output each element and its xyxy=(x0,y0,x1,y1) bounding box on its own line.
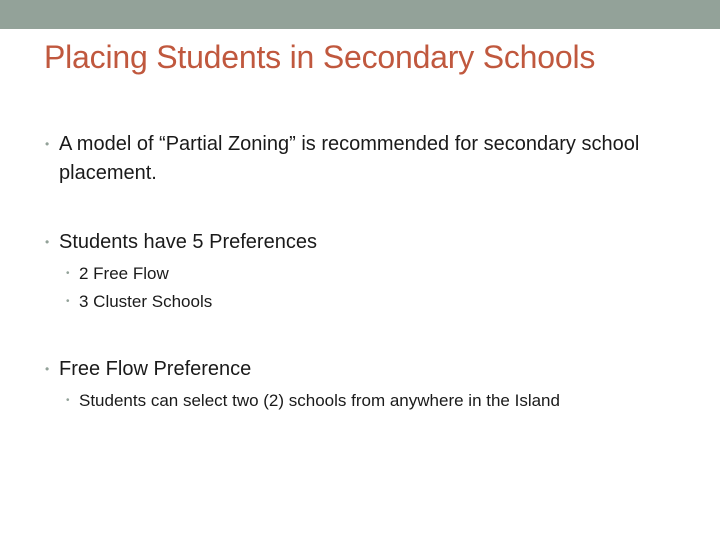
bullet-icon: • xyxy=(66,296,70,307)
bullet-icon: • xyxy=(45,137,50,151)
bullet-text: Students have 5 Preferences xyxy=(59,231,317,253)
sub-bullet-item xyxy=(66,389,699,413)
bullet-icon: • xyxy=(45,235,50,249)
bullet-icon: • xyxy=(45,362,50,376)
sub-bullet-text: 3 Cluster Schools xyxy=(79,292,213,311)
bullet-text: A model of “Partial Zoning” is recommended for secondary school placement. xyxy=(59,133,640,184)
bullet-icon: • xyxy=(66,395,70,406)
slide-title: Placing Students in Secondary Schools xyxy=(44,39,596,75)
bullet-item xyxy=(45,228,659,257)
sub-bullet-text: Students can select two (2) schools from anywhere in the Island xyxy=(79,391,560,410)
bullet-item xyxy=(45,355,659,384)
sub-bullet-item xyxy=(66,290,699,314)
bullet-text: Free Flow Preference xyxy=(59,358,252,380)
bullet-icon: • xyxy=(66,268,70,279)
bullet-item xyxy=(45,130,659,188)
sub-bullet-text: 2 Free Flow xyxy=(79,264,169,283)
sub-bullet-item xyxy=(66,262,699,286)
